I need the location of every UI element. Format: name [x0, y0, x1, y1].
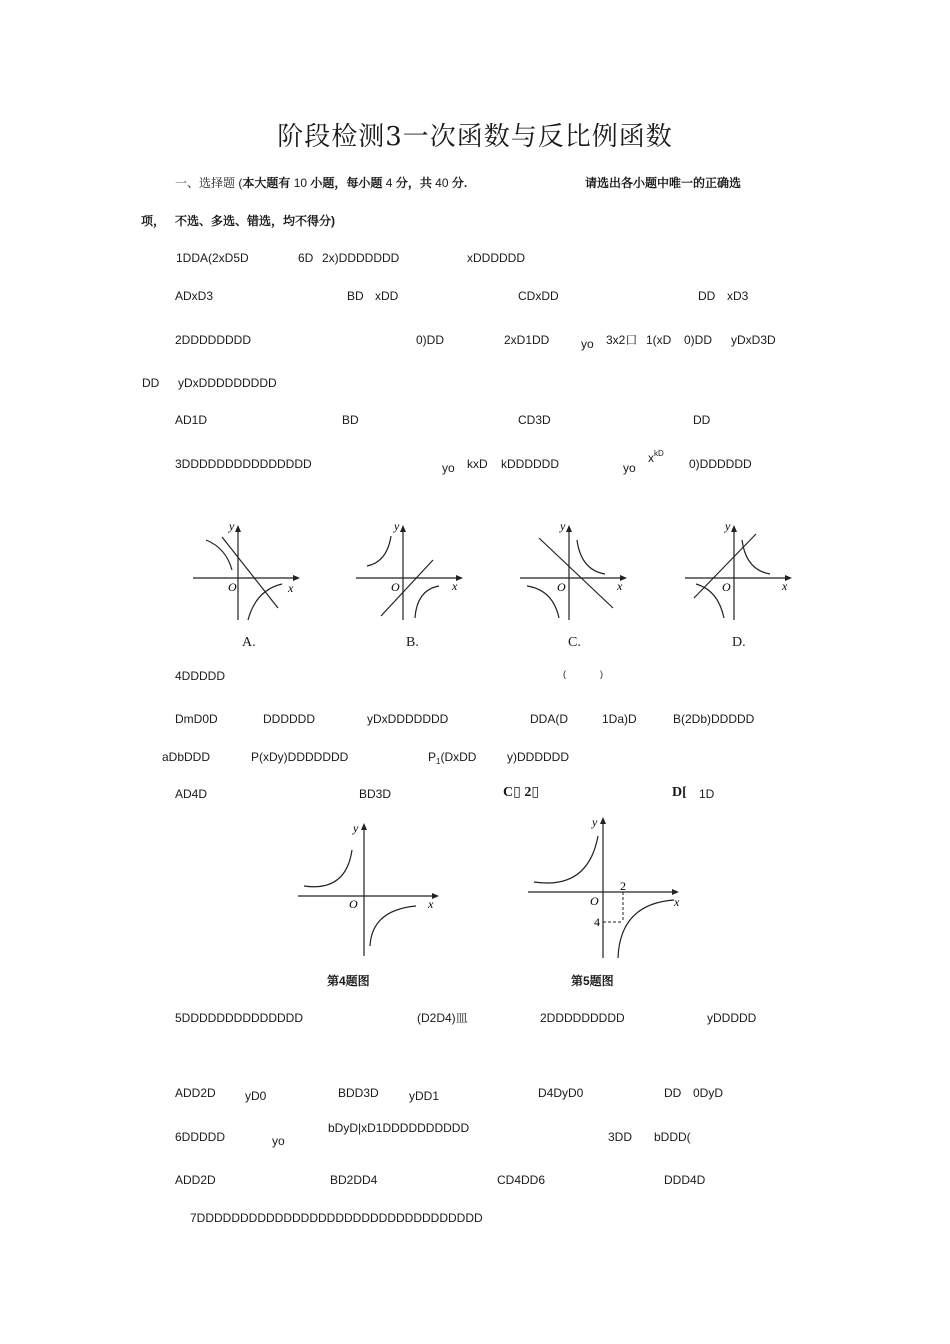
axis-x-label: x: [428, 897, 434, 911]
page-title: 阶段检测3一次函数与反比例函数: [277, 122, 673, 152]
q4-stem: [428, 750, 476, 766]
tick-label-2: 2: [620, 879, 626, 893]
section-label: 一、选择题: [175, 176, 236, 190]
q6-stem: bDyD|xD1DDDDDDDDDD: [328, 1121, 470, 1135]
q5-option-b: yDD1: [409, 1089, 440, 1103]
q3-stem: yo: [442, 461, 455, 475]
q4-d-letter: D: [672, 785, 683, 800]
q4-option-c: [503, 786, 539, 800]
q4-option-b: BD3D: [359, 787, 392, 801]
axis-x-label: x: [674, 895, 680, 909]
q4-c-letter: C: [503, 785, 514, 800]
note-text: 分，共: [395, 176, 432, 190]
q6-stem: 6DDDDD: [175, 1130, 226, 1144]
q4-stem: aDbDDD: [162, 750, 211, 764]
note-number: 10: [293, 176, 308, 190]
axis-y-label: y: [592, 815, 598, 829]
q1-option-a: ADxD3: [175, 289, 214, 303]
origin-label: O: [590, 894, 599, 908]
q4-c-value: 2: [524, 785, 532, 800]
q1-stem: 1DDA(2xD5D: [176, 251, 249, 265]
q3-stem: [648, 451, 664, 467]
q4-stem: DDDDDD: [263, 712, 315, 726]
axis-y-label: y: [560, 519, 566, 533]
glyph-box-icon: ▯: [513, 785, 521, 800]
q3-stem: yo: [623, 461, 636, 475]
q5-stem: 2DDDDDDDDD: [540, 1011, 625, 1025]
q4-sub: 1: [436, 757, 441, 766]
q1-option-d: DD: [698, 289, 716, 303]
origin-label: O: [557, 580, 566, 594]
glyph-box-icon: [: [682, 785, 687, 800]
note-text: 分.: [451, 176, 468, 190]
q1-stem: xDDDDDD: [467, 251, 525, 265]
note-open: (: [238, 176, 243, 190]
q6-option-d: DDD4D: [664, 1173, 706, 1187]
axis-y-label: y: [394, 519, 400, 533]
q6-stem: yo: [272, 1134, 285, 1148]
figure-4: [296, 820, 446, 960]
instruction: 请选出各小题中唯一的正确选: [585, 176, 742, 190]
q5-option-a: yD0: [245, 1089, 267, 1103]
axis-x-label: x: [617, 579, 623, 593]
origin-label: O: [228, 580, 237, 594]
q2-stem: 2DDDDDDDD: [175, 333, 252, 347]
axis-x-label: x: [782, 579, 788, 593]
q2-stem: 1(xD: [646, 333, 672, 347]
instruction-cont-b: 不选、多选、错选，均不得分): [175, 214, 335, 228]
q3-exponent: kD: [654, 449, 664, 458]
q3-x: x: [648, 451, 654, 465]
tick-label-4: 4: [594, 915, 600, 929]
axis-x-label: x: [288, 581, 294, 595]
q2-stem: yDxD3D: [731, 333, 776, 347]
axis-y-label: y: [353, 821, 359, 835]
q4-stem: y)DDDDDD: [507, 750, 569, 764]
q2-stem: DD: [142, 376, 160, 390]
q5-stem: yDDDDD: [707, 1011, 757, 1025]
axis-y-label: y: [229, 519, 235, 533]
q5-option-d: 0DyD: [693, 1086, 724, 1100]
q4-stem: B(2Db)DDDDD: [673, 712, 755, 726]
q4-paren: ): [600, 669, 603, 679]
q4-stem: 1Da)D: [602, 712, 637, 726]
q6-option-b: BD2DD4: [330, 1173, 378, 1187]
q6-stem: 3DD: [608, 1130, 633, 1144]
q7-stem: 7DDDDDDDDDDDDDDDDDDDDDDDDDDDDDDDDD: [190, 1211, 483, 1225]
q3-stem: 3DDDDDDDDDDDDDDD: [175, 457, 312, 471]
q5-option-c: D4DyD0: [538, 1086, 584, 1100]
note-text: 小题，每小题: [310, 176, 383, 190]
q4-paren: (: [563, 669, 566, 679]
q4-stem: P(xDy)DDDDDDD: [251, 750, 349, 764]
axis-y-label: y: [725, 519, 731, 533]
q1-stem: 6D: [298, 251, 314, 265]
q4-p: P: [428, 750, 437, 764]
note-number: 4: [385, 176, 393, 190]
q6-option-c: CD4DD6: [497, 1173, 546, 1187]
q1-option-b: xDD: [375, 289, 399, 303]
q3-stem: kxD: [467, 457, 488, 471]
q2-stem: yo: [581, 337, 594, 351]
instruction-cont-a: 项，: [141, 214, 166, 228]
q1-option-d: xD3: [727, 289, 749, 303]
q6-stem: bDDD(: [654, 1130, 691, 1144]
q3-graph-c: [517, 520, 632, 625]
q5-stem: 5DDDDDDDDDDDDDD: [175, 1011, 303, 1025]
q5-option-b: BDD3D: [338, 1086, 379, 1100]
q3-graph-a: [190, 520, 305, 625]
axis-x-label: x: [452, 579, 458, 593]
section-heading: [175, 176, 467, 190]
q3-graph-b: [353, 520, 468, 625]
note-text: 本大题有: [242, 176, 291, 190]
origin-label: O: [349, 897, 358, 911]
q2-stem: yDxDDDDDDDDD: [178, 376, 277, 390]
q2-option-c: CD3D: [518, 413, 551, 427]
note-number: 40: [435, 176, 449, 190]
q3-graph-d: [682, 520, 797, 625]
origin-label: O: [722, 580, 731, 594]
q2-stem: 0)DD: [684, 333, 713, 347]
q3-caption-c: C.: [568, 635, 581, 650]
q3-caption-b: B.: [406, 635, 419, 650]
q3-stem: 0)DDDDDD: [689, 457, 752, 471]
figure-5: [526, 812, 696, 962]
q4-option-d: [672, 786, 687, 800]
q1-option-b: BD: [347, 289, 364, 303]
q2-stem: 0)DD: [416, 333, 445, 347]
q2-stem: 2xD1DD: [504, 333, 550, 347]
q4-stem: DDA(D: [530, 712, 568, 726]
q2-option-a: AD1D: [175, 413, 208, 427]
origin-label: O: [391, 580, 400, 594]
figure-4-caption: 第4题图: [327, 974, 370, 988]
q3-stem: kDDDDDD: [501, 457, 559, 471]
q3-caption-a: A.: [242, 635, 256, 650]
q2-option-d: DD: [693, 413, 711, 427]
q2-stem: 3x2口: [606, 333, 638, 347]
q5-stem: (D2D4)皿: [417, 1011, 468, 1025]
q4-stem: 4DDDDD: [175, 669, 226, 683]
q4-option-d: 1D: [699, 787, 715, 801]
q1-option-c: CDxDD: [518, 289, 559, 303]
q4-option-a: AD4D: [175, 787, 208, 801]
q4-stem: DmD0D: [175, 712, 218, 726]
figure-5-caption: 第5题图: [571, 974, 614, 988]
q5-option-d: DD: [664, 1086, 682, 1100]
q6-option-a: ADD2D: [175, 1173, 216, 1187]
q2-option-b: BD: [342, 413, 359, 427]
q3-caption-d: D.: [732, 635, 746, 650]
q4-text: (DxDD: [440, 750, 477, 764]
q5-option-a: ADD2D: [175, 1086, 216, 1100]
q4-stem: yDxDDDDDDD: [367, 712, 449, 726]
q1-stem: 2x)DDDDDDD: [322, 251, 400, 265]
glyph-box-icon: ▯: [531, 785, 540, 800]
